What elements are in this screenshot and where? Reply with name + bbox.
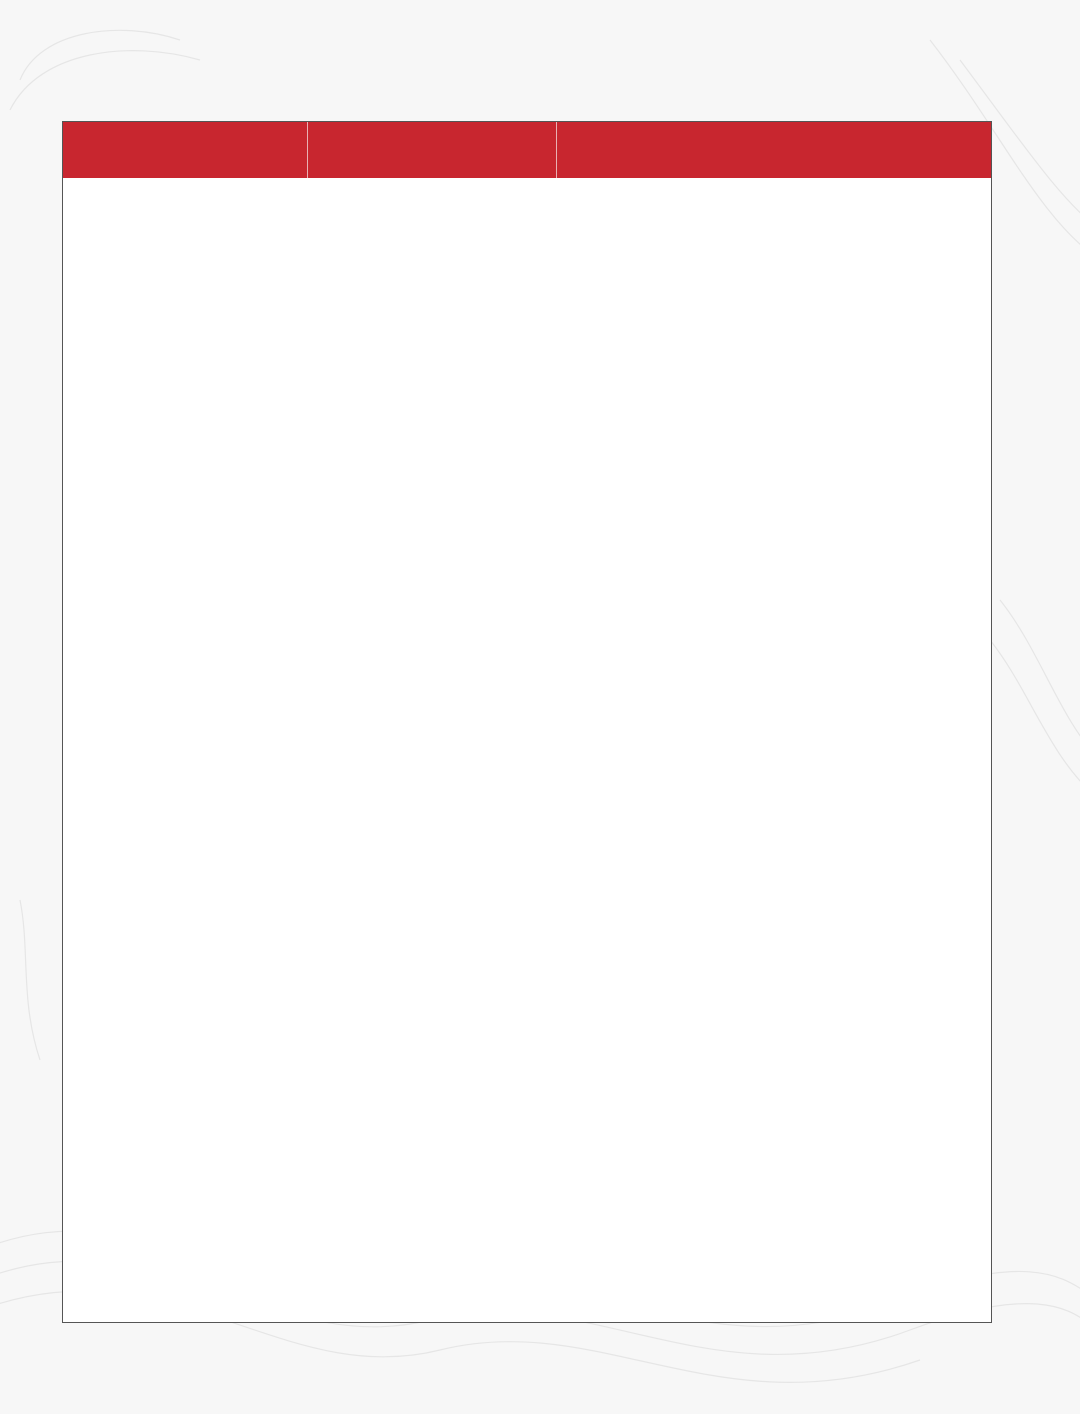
majors-table xyxy=(62,121,992,1323)
header-category xyxy=(63,122,308,178)
header-major xyxy=(308,122,557,178)
header-direction xyxy=(557,122,991,178)
